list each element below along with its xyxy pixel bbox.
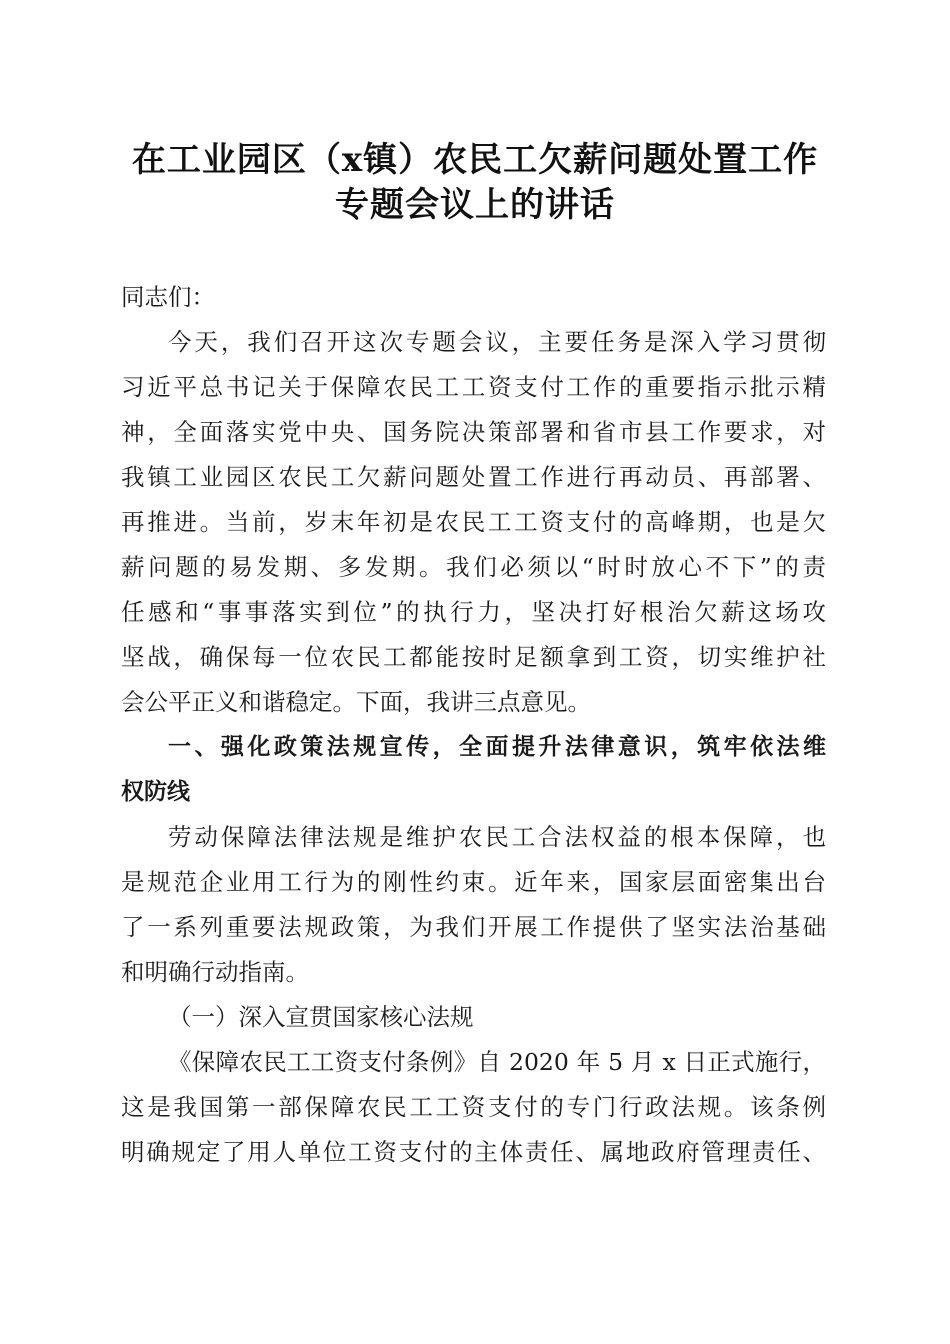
intro-line-1: 今天，我们召开这次专题会议，主要任务是深入学习贯彻 [168, 328, 826, 356]
intro-line-3: 神，全面落实党中央、国务院决策部署和省市县工作要求，对 [121, 418, 826, 446]
intro-line-6: 薪问题的易发期、多发期。我们必须以“时时放心不下”的责 [121, 553, 826, 581]
intro-line-7: 任感和“事事落实到位”的执行力，坚决打好根治欠薪这场攻 [121, 598, 826, 626]
section-1-paragraph-line-3: 了一系列重要法规政策，为我们开展工作提供了坚实法治基础 [121, 913, 826, 941]
section-1-paragraph-line-1: 劳动保障法律法规是维护农民工合法权益的根本保障，也 [168, 823, 826, 851]
subsection-1-paragraph-line-1: 《保障农民工工资支付条例》自 2020 年 5 月 x 日正式施行， [168, 1048, 826, 1076]
section-1-paragraph-line-2: 是规范企业用工行为的刚性约束。近年来，国家层面密集出台 [121, 868, 826, 896]
intro-line-2: 习近平总书记关于保障农民工工资支付工作的重要指示批示精 [121, 373, 826, 401]
subsection-1-heading: （一）深入宣贯国家核心法规 [168, 1003, 474, 1031]
section-1-heading-line-2: 权防线 [121, 779, 190, 805]
subsection-1-paragraph-line-2: 这是我国第一部保障农民工工资支付的专门行政法规。该条例 [121, 1093, 826, 1121]
intro-line-8: 坚战，确保每一位农民工都能按时足额拿到工资，切实维护社 [121, 643, 826, 671]
section-1-paragraph-line-4: 和明确行动指南。 [121, 958, 309, 986]
intro-line-4: 我镇工业园区农民工欠薪问题处置工作进行再动员、再部署、 [121, 463, 826, 491]
intro-line-5: 再推进。当前，岁末年初是农民工工资支付的高峰期，也是欠 [121, 508, 826, 536]
document-title-line-1: 在工业园区（x镇）农民工欠薪问题处置工作 [131, 140, 819, 180]
salutation: 同志们： [121, 283, 215, 311]
subsection-1-paragraph-line-3: 明确规定了用人单位工资支付的主体责任、属地政府管理责任、 [121, 1138, 826, 1166]
section-1-heading-line-1: 一、强化政策法规宣传，全面提升法律意识，筑牢依法维 [168, 734, 826, 760]
document-title-line-2: 专题会议上的讲话 [335, 185, 615, 225]
intro-line-9: 会公平正义和谐稳定。下面，我讲三点意见。 [121, 688, 591, 716]
